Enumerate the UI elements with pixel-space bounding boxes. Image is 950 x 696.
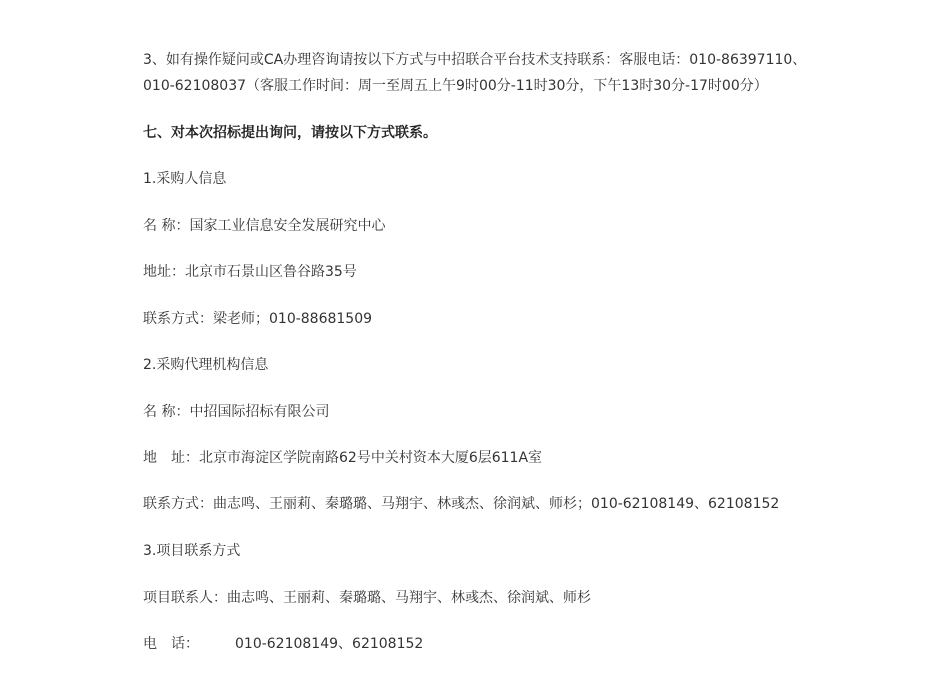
project-phone xyxy=(143,631,423,657)
agency-contact: 联系方式：曲志鸣、王丽莉、秦璐璐、马翔宇、林彧杰、徐润斌、师杉；010-62108149、62108152 xyxy=(143,496,780,512)
notice-line-2: 010-62108037（客服工作时间：周一至周五上午9时00分-11时30分，下午13时30分-17时00分） xyxy=(143,78,768,94)
project-contact-person: 项目联系人：曲志鸣、王丽莉、秦璐璐、马翔宇、林彧杰、徐润斌、师杉 xyxy=(143,590,591,606)
agency-name: 名 称：中招国际招标有限公司 xyxy=(143,404,330,420)
project-heading: 3.项目联系方式 xyxy=(143,543,241,559)
notice-line-1: 3、如有操作疑问或CA办理咨询请按以下方式与中招联合平台技术支持联系：客服电话：010-86397110、 xyxy=(143,52,807,68)
project-phone-value: 010-62108149、62108152 xyxy=(235,636,424,652)
purchaser-name: 名 称：国家工业信息安全发展研究中心 xyxy=(143,218,386,234)
agency-heading: 2.采购代理机构信息 xyxy=(143,357,269,373)
purchaser-address: 地址：北京市石景山区鲁谷路35号 xyxy=(143,264,357,280)
purchaser-contact: 联系方式：梁老师；010-88681509 xyxy=(143,311,373,327)
project-phone-label: 电 话： xyxy=(143,636,199,652)
agency-address: 地 址：北京市海淀区学院南路62号中关村资本大厦6层611A室 xyxy=(143,450,543,466)
purchaser-heading: 1.采购人信息 xyxy=(143,171,227,187)
section-heading: 七、对本次招标提出询问，请按以下方式联系。 xyxy=(143,125,437,141)
